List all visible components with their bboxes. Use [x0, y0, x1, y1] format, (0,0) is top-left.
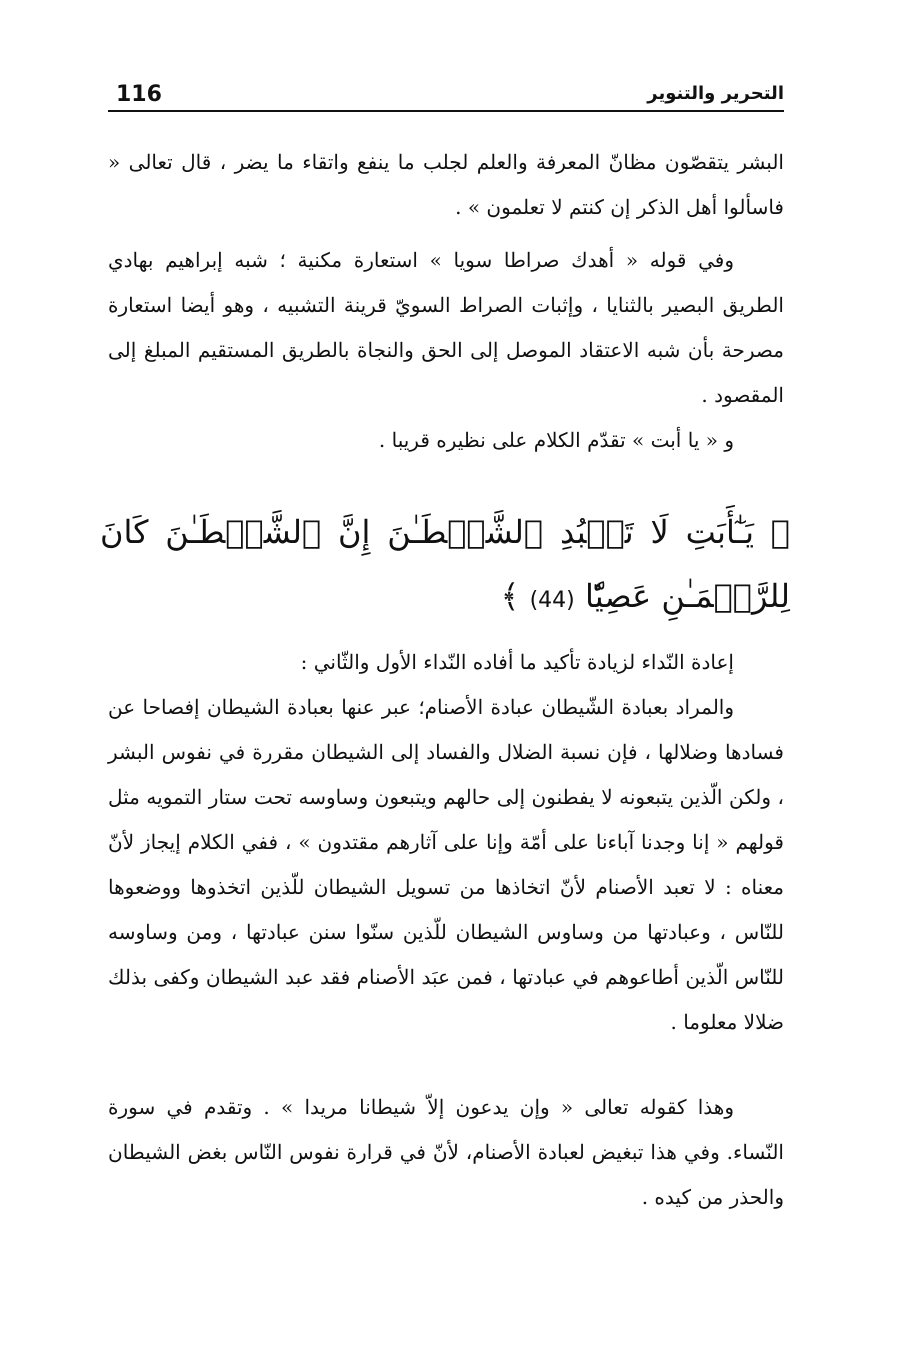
header-rule [108, 110, 784, 112]
text-block-middle [108, 640, 784, 1045]
text-block-top [108, 140, 784, 463]
quran-verse [100, 500, 790, 633]
paragraph: و « يا أبت » تقدّم الكلام على نظيره قريبا . [378, 428, 734, 452]
page-number: 116 [116, 82, 162, 107]
verse-close-bracket: ﴾ [500, 577, 520, 615]
paragraph: وهذا كقوله تعالى « وإن يدعون إلاّ شيطانا مريدا » . وتقدم في سورة النّساء. وفي هذا تبغيض لعبادة الأصنام، لأنّ في قرارة نفوس النّاس بغض الشيطان والحذر من كيده . [108, 1095, 784, 1209]
paragraph: البشر يتقصّون مظانّ المعرفة والعلم لجلب ما ينفع واتقاء ما يضر ، قال تعالى « فاسألوا أهل الذكر إن كنتم لا تعلمون » . [108, 150, 784, 219]
paragraph: وفي قوله « أهدك صراطا سويا » استعارة مكنية ؛ شبه إبراهيم بهادي الطريق البصير بالثنايا ، وإثبات الصراط السويّ قرينة التشبيه ، وهو أيضا استعارة مصرحة بأن شبه الاعتقاد الموصل إلى الحق والنجاة بالطريق المستقيم المبلغ إلى المقصود . [108, 248, 784, 407]
text-block-bottom [108, 1085, 784, 1220]
verse-text: ﴿ يَـٰٓأَبَتِ لَا تَعۡبُدِ ٱلشَّيۡطَـٰنَ إِنَّ ٱلشَّيۡطَـٰنَ كَانَ لِلرَّحۡمَـٰنِ عَصِيّٗا [100, 513, 790, 615]
paragraph: إعادة النّداء لزيادة تأكيد ما أفاده النّداء الأول والثّاني : [300, 650, 734, 674]
verse-number: (44) [529, 588, 575, 613]
paragraph: والمراد بعبادة الشّيطان عبادة الأصنام؛ عبر عنها بعبادة الشيطان إفصاحا عن فسادها وضلالها ، فإن نسبة الضلال والفساد إلى الشيطان مقررة في نفوس البشر ، ولكن الّذين يتبعونه لا يفطنون إلى حالهم ويتبعون وساوسه تحت ستار التمويه مثل قولهم « إنا وجدنا آباءنا على أمّة وإنا على آثارهم مقتدون » ، ففي الكلام إيجاز لأنّ معناه : لا تعبد الأصنام لأنّ اتخاذها من تسويل الشيطان للّذين اتخذوها ووضعوها للنّاس ، وعبادتها من وساوس الشيطان للّذين سنّوا سنن عبادتها ، ومن وساوسه للنّاس الّذين أطاعوهم في عبادتها ، فمن عبَد الأصنام فقد عبد الشيطان وكفى بذلك ضلالا معلوما . [108, 695, 784, 1034]
running-head [108, 78, 784, 112]
book-title: التحرير والتنوير [647, 83, 784, 104]
